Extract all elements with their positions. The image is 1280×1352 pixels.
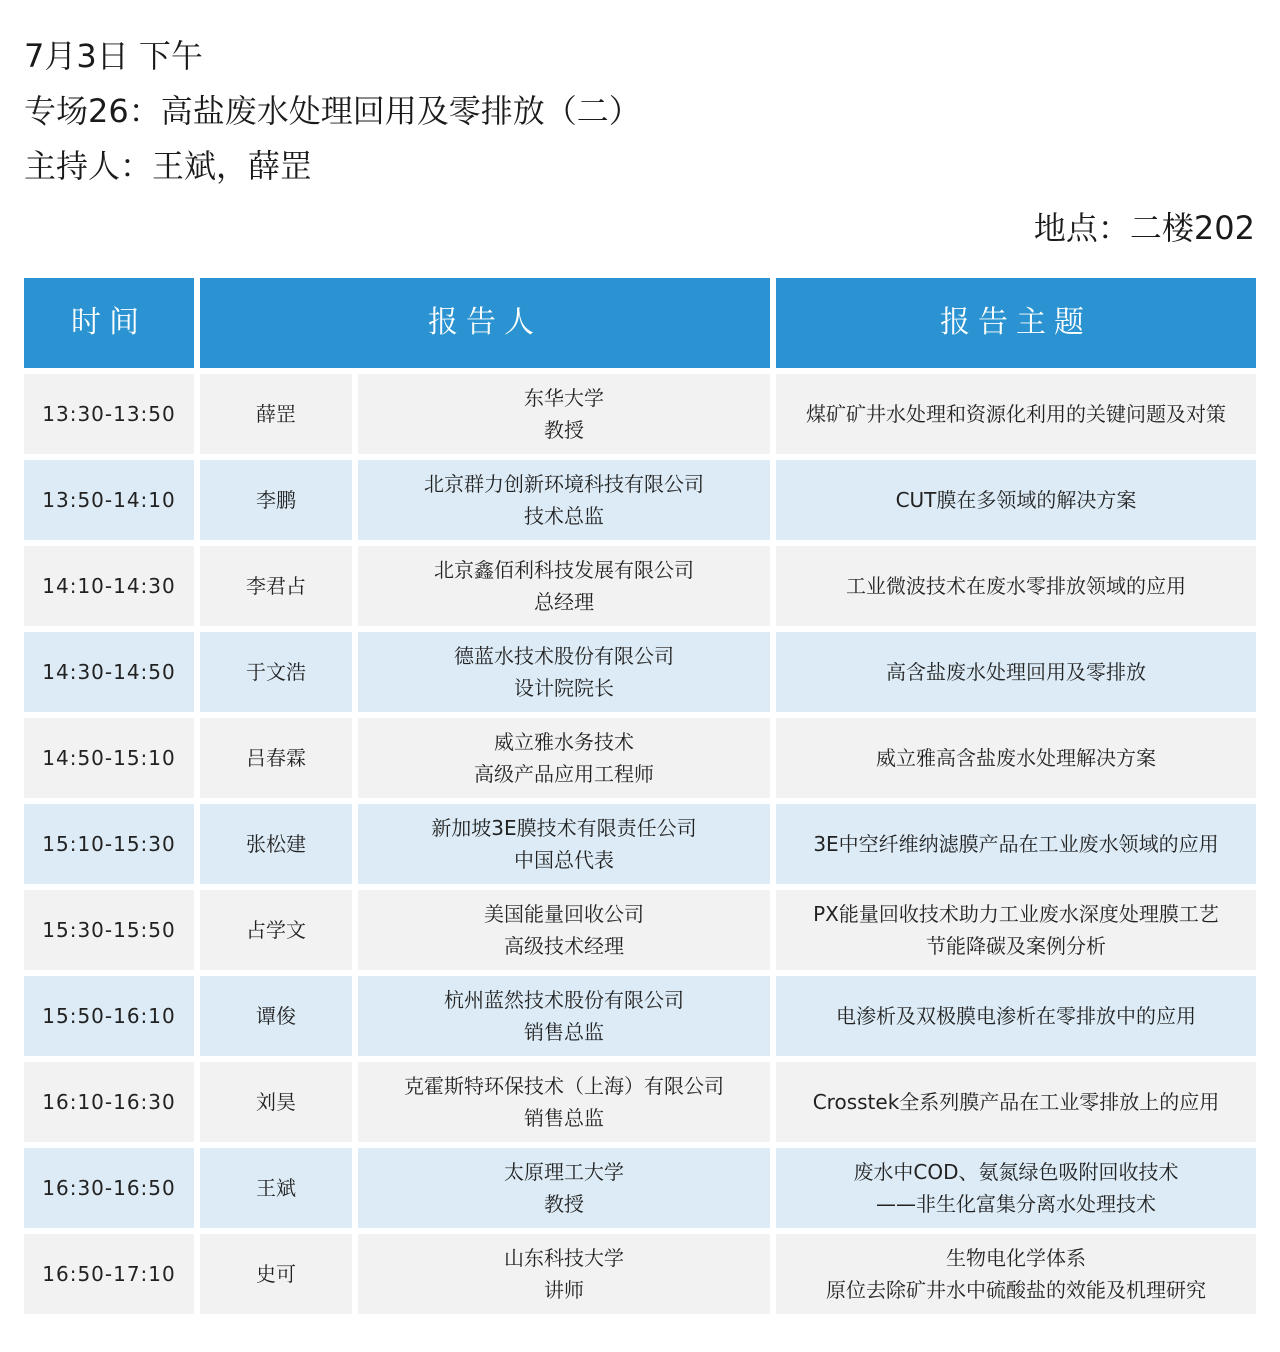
speaker-title: 设计院院长	[514, 676, 614, 700]
speaker-name: 于文浩	[200, 632, 352, 712]
table-row	[24, 1234, 1256, 1314]
talk-topic	[776, 460, 1256, 540]
time-slot: 13:50-14:10	[24, 460, 194, 540]
speaker-name: 薛罡	[200, 374, 352, 454]
talk-topic	[776, 890, 1256, 970]
column-header-reporter: 报告人	[200, 278, 770, 368]
speaker-organization: 北京群力创新环境科技有限公司	[424, 472, 704, 496]
time-slot: 16:10-16:30	[24, 1062, 194, 1142]
speaker-title: 销售总监	[524, 1020, 604, 1044]
speaker-organization: 美国能量回收公司	[484, 902, 644, 926]
table-row	[24, 460, 1256, 540]
time-slot: 14:30-14:50	[24, 632, 194, 712]
talk-topic	[776, 718, 1256, 798]
table-row	[24, 374, 1256, 454]
table-body	[24, 374, 1256, 1314]
speaker-title: 高级技术经理	[504, 934, 624, 958]
topic-line-1: PX能量回收技术助力工业废水深度处理膜工艺	[813, 902, 1219, 926]
table-row	[24, 632, 1256, 712]
topic-line-2: ——非生化富集分离水处理技术	[875, 1192, 1156, 1216]
time-slot: 16:50-17:10	[24, 1234, 194, 1314]
speaker-name: 吕春霖	[200, 718, 352, 798]
topic-line-2: 节能降碳及案例分析	[925, 934, 1106, 958]
speaker-affiliation	[358, 804, 770, 884]
speaker-name: 张松建	[200, 804, 352, 884]
table-row	[24, 718, 1256, 798]
speaker-affiliation	[358, 460, 770, 540]
speaker-name: 李君占	[200, 546, 352, 626]
speaker-name: 史可	[200, 1234, 352, 1314]
talk-topic	[776, 1234, 1256, 1314]
speaker-organization: 威立雅水务技术	[494, 730, 634, 754]
session-host: 主持人：王斌，薛罡	[24, 147, 313, 185]
time-slot: 15:10-15:30	[24, 804, 194, 884]
table-row	[24, 546, 1256, 626]
speaker-organization: 杭州蓝然技术股份有限公司	[444, 988, 684, 1012]
talk-topic	[776, 546, 1256, 626]
topic-line-1: 生物电化学体系	[946, 1246, 1086, 1270]
speaker-title: 高级产品应用工程师	[474, 762, 654, 786]
talk-topic	[776, 632, 1256, 712]
time-slot: 14:10-14:30	[24, 546, 194, 626]
topic-line-1: 3E中空纤维纳滤膜产品在工业废水领域的应用	[813, 832, 1219, 856]
speaker-title: 讲师	[544, 1278, 584, 1302]
speaker-affiliation	[358, 1062, 770, 1142]
time-slot: 15:50-16:10	[24, 976, 194, 1056]
speaker-organization: 北京鑫佰利科技发展有限公司	[434, 558, 694, 582]
talk-topic	[776, 374, 1256, 454]
schedule-date: 7月3日 下午	[24, 37, 203, 75]
session-title: 专场26：高盐废水处理回用及零排放（二）	[24, 92, 641, 130]
speaker-name: 占学文	[200, 890, 352, 970]
time-slot: 15:30-15:50	[24, 890, 194, 970]
speaker-organization: 太原理工大学	[504, 1160, 624, 1184]
speaker-name: 刘昊	[200, 1062, 352, 1142]
topic-line-1: 高含盐废水处理回用及零排放	[886, 660, 1146, 684]
table-row	[24, 976, 1256, 1056]
speaker-affiliation	[358, 1148, 770, 1228]
talk-topic	[776, 976, 1256, 1056]
column-header-time: 时间	[24, 278, 194, 368]
time-slot: 13:30-13:50	[24, 374, 194, 454]
speaker-title: 总经理	[534, 590, 594, 614]
time-slot: 16:30-16:50	[24, 1148, 194, 1228]
talk-topic	[776, 804, 1256, 884]
talk-topic	[776, 1062, 1256, 1142]
column-header-topic: 报告主题	[776, 278, 1256, 368]
table-row	[24, 890, 1256, 970]
speaker-title: 中国总代表	[514, 848, 614, 872]
speaker-affiliation	[358, 976, 770, 1056]
schedule-table	[24, 278, 1256, 1320]
speaker-organization: 东华大学	[524, 386, 604, 410]
speaker-affiliation	[358, 546, 770, 626]
topic-line-1: 废水中COD、氨氮绿色吸附回收技术	[853, 1160, 1179, 1184]
speaker-affiliation	[358, 374, 770, 454]
speaker-organization: 山东科技大学	[504, 1246, 624, 1270]
table-row	[24, 1062, 1256, 1142]
topic-line-1: 工业微波技术在废水零排放领域的应用	[846, 574, 1186, 598]
topic-line-1: 威立雅高含盐废水处理解决方案	[876, 746, 1156, 770]
speaker-name: 王斌	[200, 1148, 352, 1228]
speaker-title: 教授	[544, 1192, 584, 1216]
table-row	[24, 1148, 1256, 1228]
table-header-row	[24, 278, 1256, 368]
speaker-organization: 新加坡3E膜技术有限责任公司	[431, 816, 697, 840]
speaker-title: 教授	[544, 418, 584, 442]
topic-line-1: 煤矿矿井水处理和资源化利用的关键问题及对策	[806, 402, 1226, 426]
topic-line-1: 电渗析及双极膜电渗析在零排放中的应用	[836, 1004, 1196, 1028]
topic-line-1: CUT膜在多领域的解决方案	[895, 488, 1137, 512]
speaker-organization: 德蓝水技术股份有限公司	[454, 644, 674, 668]
speaker-name: 谭俊	[200, 976, 352, 1056]
topic-line-2: 原位去除矿井水中硫酸盐的效能及机理研究	[826, 1278, 1206, 1302]
speaker-affiliation	[358, 1234, 770, 1314]
speaker-affiliation	[358, 890, 770, 970]
speaker-title: 技术总监	[524, 504, 604, 528]
speaker-organization: 克霍斯特环保技术（上海）有限公司	[404, 1074, 724, 1098]
talk-topic	[776, 1148, 1256, 1228]
speaker-name: 李鹏	[200, 460, 352, 540]
time-slot: 14:50-15:10	[24, 718, 194, 798]
speaker-title: 销售总监	[524, 1106, 604, 1130]
topic-line-1: Crosstek全系列膜产品在工业零排放上的应用	[812, 1090, 1220, 1114]
session-location: 地点：二楼202	[1033, 209, 1255, 247]
table-row	[24, 804, 1256, 884]
speaker-affiliation	[358, 632, 770, 712]
speaker-affiliation	[358, 718, 770, 798]
